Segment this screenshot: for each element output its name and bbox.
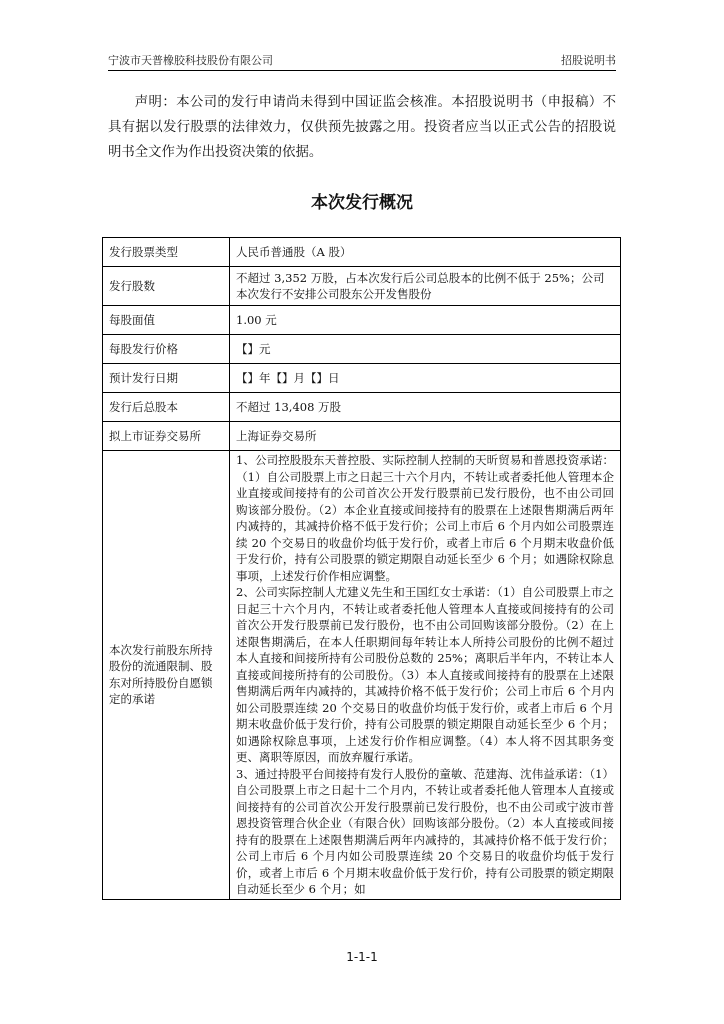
row-value: 1.00 元 bbox=[230, 306, 621, 335]
table-row-issue-date bbox=[103, 364, 621, 393]
table-row-total-shares bbox=[103, 393, 621, 422]
row-label: 发行股数 bbox=[103, 267, 230, 306]
row-value: 不超过 13,408 万股 bbox=[230, 393, 621, 422]
row-label: 本次发行前股东所持股份的流通限制、股东对所持股份自愿锁定的承诺 bbox=[103, 451, 230, 900]
row-value: 不超过 3,352 万股，占本次发行后公司总股本的比例不低于 25%；公司本次发行不安排公司股东公开发售股份 bbox=[230, 267, 621, 306]
disclaimer-statement: 声明：本公司的发行申请尚未得到中国证监会核准。本招股说明书（申报稿）不具有据以发行股票的法律效力，仅供预先披露之用。投资者应当以正式公告的招股说明书全文作为作出投资决策的依据。 bbox=[108, 95, 616, 160]
table-row-stock-type bbox=[103, 238, 621, 267]
row-value bbox=[230, 451, 621, 900]
row-value: 上海证券交易所 bbox=[230, 422, 621, 451]
row-label: 每股面值 bbox=[103, 306, 230, 335]
row-value: 人民币普通股（A 股） bbox=[230, 238, 621, 267]
offering-summary-table bbox=[102, 237, 621, 900]
table-row-par-value bbox=[103, 306, 621, 335]
row-label: 预计发行日期 bbox=[103, 364, 230, 393]
table-row-issue-price bbox=[103, 335, 621, 364]
header-document-type: 招股说明书 bbox=[561, 54, 616, 67]
page-header bbox=[108, 50, 616, 71]
row-label: 发行股票类型 bbox=[103, 238, 230, 267]
table-row-issue-shares bbox=[103, 267, 621, 306]
header-company-name: 宁波市天普橡胶科技股份有限公司 bbox=[108, 54, 273, 67]
commitment-paragraph-3: 3、通过持股平台间接持有发行人股份的童敏、范建海、沈伟益承诺：（1）自公司股票上市之日起十二个月内，不转让或者委托他人管理本人直接或间接持有的公司首次公开发行股票前已发行股份，也不由公司或宁波市普恩投资管理合伙企业（有限合伙）回购该部分股份。（2）本人直接或间接持有的股票在上述限售期满后两年内减持的，其减持价格不低于发行价；公司上市后 6 个月内如公司股票连续 20 个交易日的收盘价均低于发行价，或者上市后 6 个月期末收盘价低于发行价，持有公司股票的锁定期限自动延长至少 6 个月；如 bbox=[236, 766, 614, 896]
commitment-paragraph-2: 2、公司实际控制人尤建义先生和王国红女士承诺：（1）自公司股票上市之日起三十六个月内，不转让或者委托他人管理本人直接或间接持有的公司首次公开发行股票前已发行股份，也不由公司回购该部分股份。（2）在上述限售期满后，在本人任职期间每年转让本人所持公司股份的比例不超过本人直接和间接所持有公司股份总数的 25%；离职后半年内，不转让本人直接或间接所持有的公司股份。（3）本人直接或间接持有的股票在上述限售期满后两年内减持的，其减持价格不低于发行价；公司上市后 6 个月内如公司股票连续 20 个交易日的收盘价均低于发行价，或者上市后 6 个月期末收盘价低于发行价，持有公司股票的锁定期限自动延长至少 6 个月；如遇除权除息事项，上述发行价作相应调整。（4）本人将不因其职务变更、离职等原因，而放弃履行承诺。 bbox=[236, 585, 614, 764]
table-row-exchange bbox=[103, 422, 621, 451]
row-value: 【】元 bbox=[230, 335, 621, 364]
page-title: 本次发行概况 bbox=[311, 193, 413, 213]
commitment-paragraph-1: 1、公司控股股东天普控股、实际控制人控制的天昕贸易和普恩投资承诺：（1）自公司股票上市之日起三十六个月内，不转让或者委托他人管理本企业直接或间接持有的公司首次公开发行股票前已发行股份，也不由公司回购该部分股份。（2）本企业直接或间接持有的股票在上述限售期满后两年内减持的，其减持价格不低于发行价；公司上市后 6 个月内如公司股票连续 20 个交易日的收盘价均低于发行价，或者上市后 6 个月期末收盘价低于发行价，持有公司股票的锁定期限自动延长至少 6 个月；如遇除权除息事项，上述发行价作相应调整。 bbox=[236, 453, 614, 583]
page-number: 1-1-1 bbox=[346, 950, 378, 964]
row-label: 发行后总股本 bbox=[103, 393, 230, 422]
row-label: 拟上市证券交易所 bbox=[103, 422, 230, 451]
row-label: 每股发行价格 bbox=[103, 335, 230, 364]
table-row-lockup-commitment bbox=[103, 451, 621, 900]
row-value: 【】年【】月【】日 bbox=[230, 364, 621, 393]
